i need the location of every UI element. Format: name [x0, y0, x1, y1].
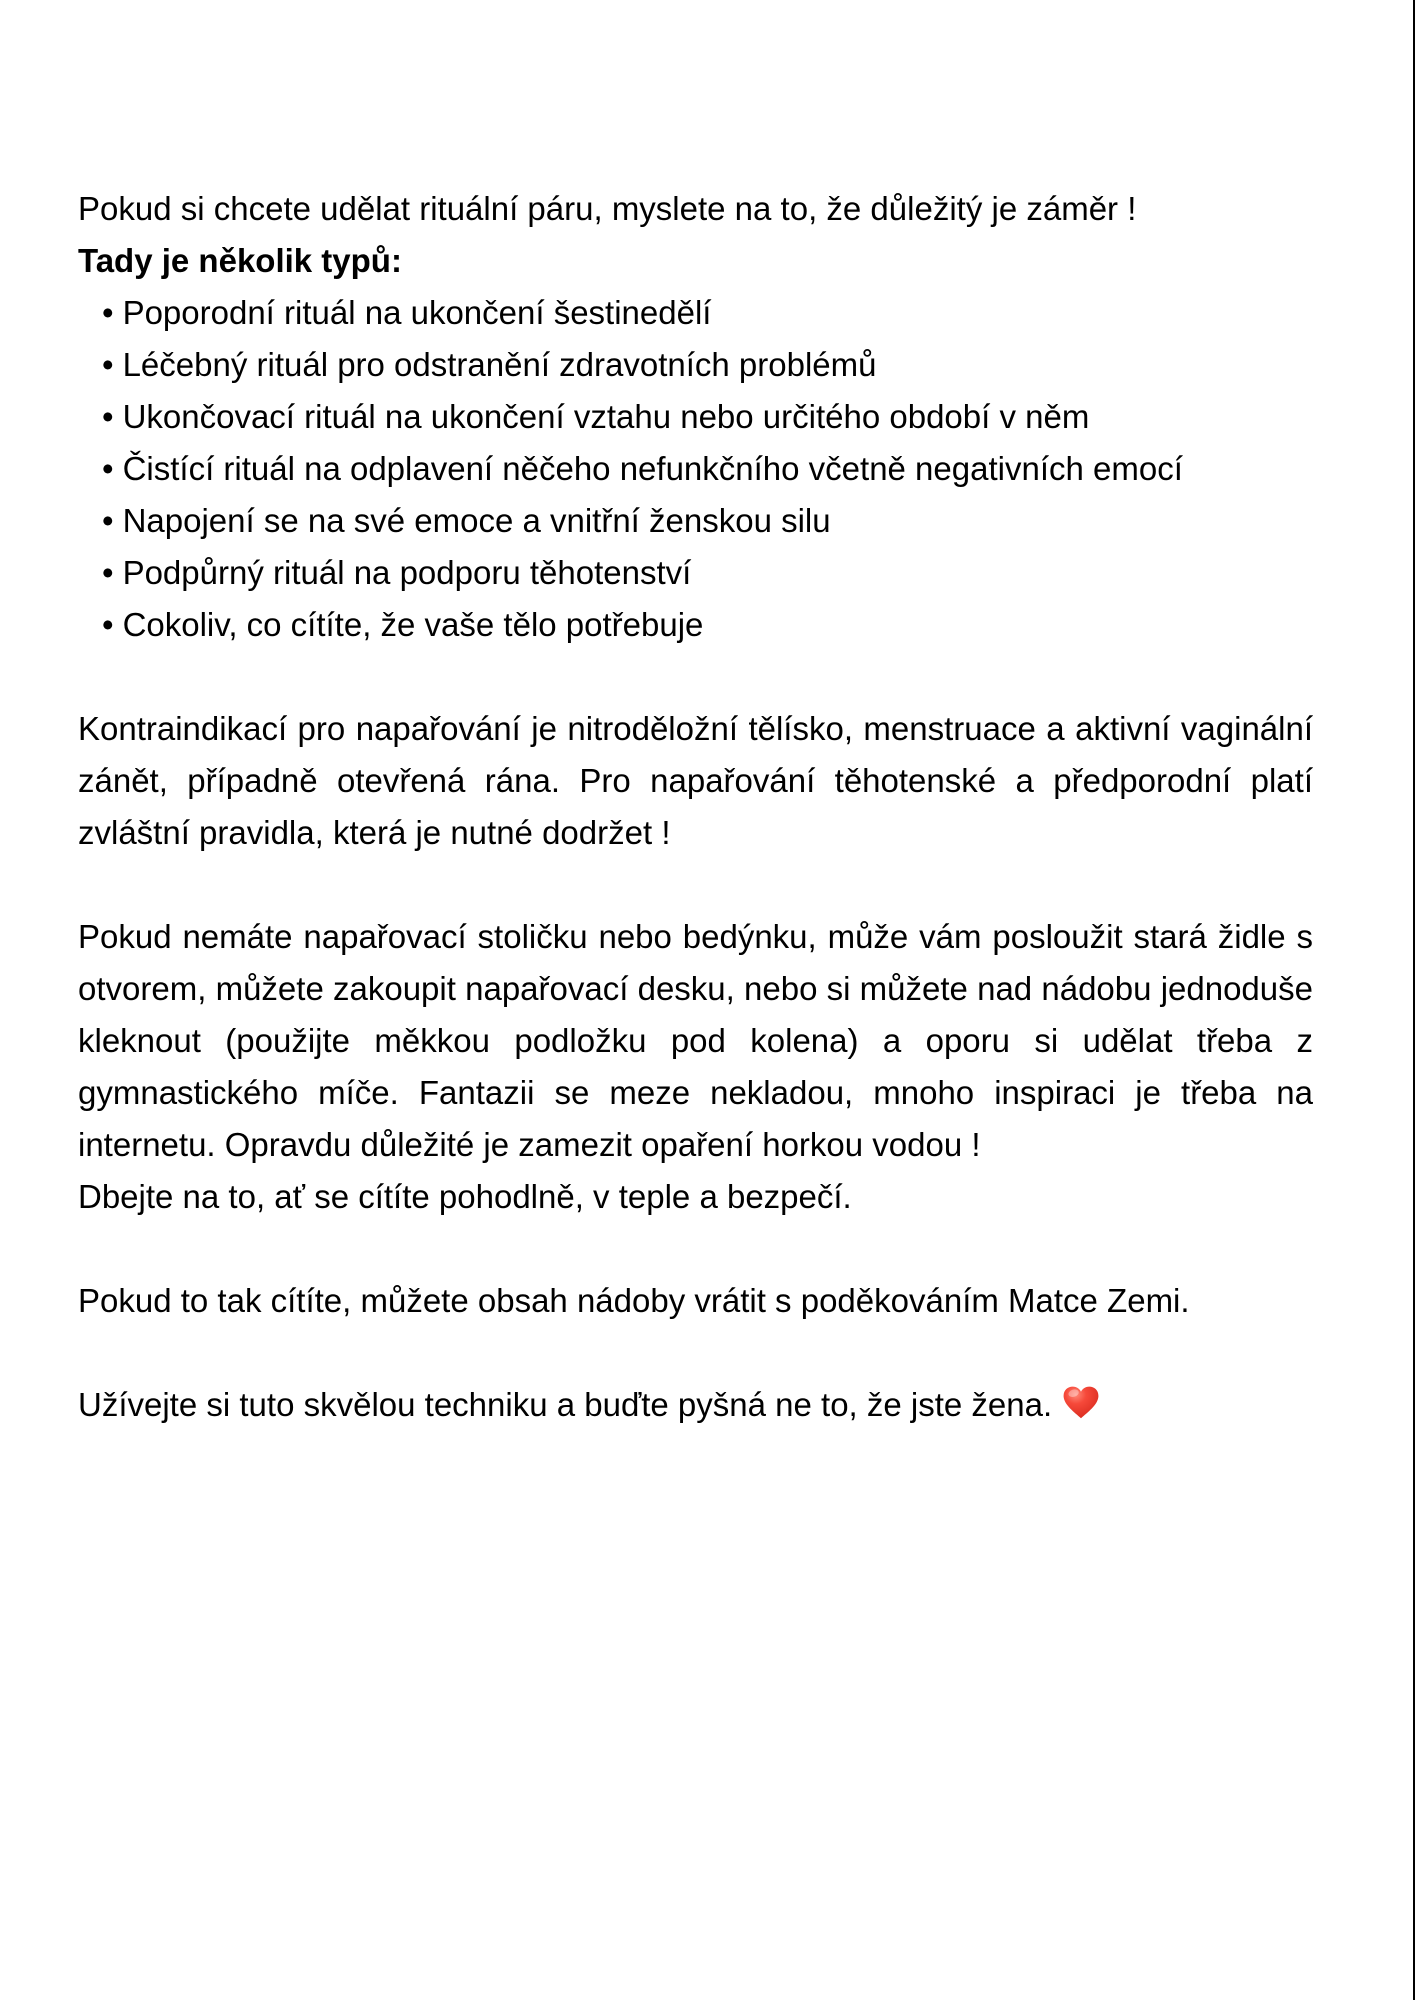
list-item — [78, 547, 1313, 599]
gratitude-paragraph: Pokud to tak cítíte, můžete obsah nádoby vrátit s poděkováním Matce Zemi. — [78, 1282, 1190, 1319]
list-item — [78, 339, 1313, 391]
equipment-paragraph: Pokud nemáte napařovací stoličku nebo bedýnku, může vám posloužit stará židle s otvorem, můžete zakoupit napařovací desku, nebo si můžete nad nádobu jednoduše kleknout (použijte měkkou podložku pod kolena) a oporu si udělat třeba z gymnastického míče. Fantazii se meze nekladou, mnoho inspiraci je třeba na internetu. Opravdu důležité je zamezit opaření horkou vodou ! — [78, 918, 1313, 1163]
bullet-marker: • — [102, 398, 114, 435]
contraindications-paragraph: Kontraindikací pro napařování je nitroděložní tělísko, menstruace a aktivní vaginální zánět, případně otevřená rána. Pro napařování těhotenské a předporodní platí zvláštní pravidla, která je nutné dodržet ! — [78, 710, 1313, 851]
bullet-marker: • — [102, 606, 114, 643]
list-item-text: Napojení se na své emoce a vnitřní ženskou silu — [122, 502, 831, 539]
bullet-marker: • — [102, 554, 114, 591]
equipment-section — [78, 911, 1313, 1223]
list-item — [78, 287, 1313, 339]
list-heading: Tady je několik typů: — [78, 242, 402, 279]
bullet-marker: • — [102, 294, 114, 331]
list-item-text: Léčebný rituál pro odstranění zdravotních problémů — [122, 346, 877, 383]
bullet-marker: • — [102, 346, 114, 383]
bullet-marker: • — [102, 450, 114, 487]
list-item-text: Poporodní rituál na ukončení šestinedělí — [122, 294, 712, 331]
list-item-text: Čistící rituál na odplavení něčeho nefunkčního včetně negativních emocí — [122, 450, 1183, 487]
red-heart-emoji — [1062, 1384, 1100, 1420]
intro-paragraph: Pokud si chcete udělat rituální páru, myslete na to, že důležitý je záměr ! — [78, 190, 1137, 227]
list-item — [78, 443, 1313, 495]
document-body — [78, 183, 1313, 1431]
list-item-text: Cokoliv, co cítíte, že vaše tělo potřebuje — [122, 606, 704, 643]
bullet-marker: • — [102, 502, 114, 539]
list-item — [78, 599, 1313, 651]
list-item — [78, 495, 1313, 547]
closing-paragraph — [78, 1379, 1313, 1431]
ritual-types-list — [78, 287, 1313, 651]
list-item-text: Podpůrný rituál na podporu těhotenství — [122, 554, 692, 591]
list-item-text: Ukončovací rituál na ukončení vztahu nebo určitého období v něm — [122, 398, 1090, 435]
list-item — [78, 391, 1313, 443]
closing-text: Užívejte si tuto skvělou techniku a buďte pyšná ne to, že jste žena. — [78, 1386, 1053, 1423]
comfort-line: Dbejte na to, ať se cítíte pohodlně, v teple a bezpečí. — [78, 1178, 852, 1215]
